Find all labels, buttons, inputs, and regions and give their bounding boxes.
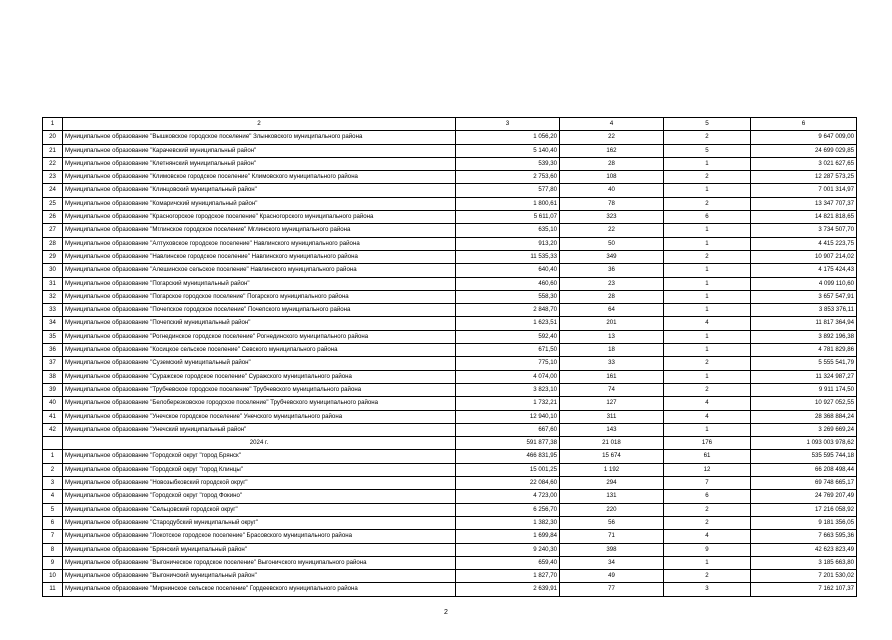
- table-row: [43, 131, 857, 144]
- row-col3-cell: 577,80: [456, 184, 560, 197]
- row-index-cell: 4: [43, 490, 63, 503]
- row-col5-cell: 2: [664, 197, 751, 210]
- col-number-1: 1: [43, 118, 63, 131]
- row-col3-cell: 659,40: [456, 556, 560, 569]
- row-col3-cell: 1 732,21: [456, 397, 560, 410]
- row-col4-cell: 220: [560, 503, 664, 516]
- row-col5-cell: 4: [664, 397, 751, 410]
- row-name-cell: Муниципальное образование "Городской округ "город Клинцы": [63, 463, 456, 476]
- row-col6-cell: 9 911 174,50: [751, 383, 857, 396]
- row-name-cell: Муниципальное образование "Сельцовский городской округ": [63, 503, 456, 516]
- row-col4-cell: 13: [560, 330, 664, 343]
- row-col6-cell: 7 201 530,02: [751, 570, 857, 583]
- row-name-cell: Муниципальное образование "Вышковское городское поселение" Злынковского муниципального района: [63, 131, 456, 144]
- row-col5-cell: 1: [664, 237, 751, 250]
- row-col5-cell: 9: [664, 543, 751, 556]
- row-col6-cell: 17 216 058,92: [751, 503, 857, 516]
- row-name-cell: Муниципальное образование "Погарский муниципальный район": [63, 277, 456, 290]
- row-name-cell: Муниципальное образование "Алешинское сельское поселение" Навлинского муниципального района: [63, 264, 456, 277]
- row-col4-cell: 36: [560, 264, 664, 277]
- row-col4-cell: 161: [560, 370, 664, 383]
- row-col5-cell: 1: [664, 277, 751, 290]
- row-index-cell: 24: [43, 184, 63, 197]
- row-col6-cell: 3 185 663,80: [751, 556, 857, 569]
- row-col3-cell: 558,30: [456, 290, 560, 303]
- year-summary-col5: 176: [664, 437, 751, 450]
- row-col4-cell: 22: [560, 131, 664, 144]
- table-row: [43, 383, 857, 396]
- row-col3-cell: 1 827,70: [456, 570, 560, 583]
- row-name-cell: Муниципальное образование "Почепское городское поселение" Почепского муниципального района: [63, 304, 456, 317]
- table-row: [43, 304, 857, 317]
- row-col6-cell: 42 623 823,49: [751, 543, 857, 556]
- row-name-cell: Муниципальное образование "Унечский муниципальный район": [63, 423, 456, 436]
- table-row: [43, 144, 857, 157]
- row-col3-cell: 22 084,60: [456, 477, 560, 490]
- row-col5-cell: 4: [664, 530, 751, 543]
- row-name-cell: Муниципальное образование "Городской округ "город Брянск": [63, 450, 456, 463]
- row-col5-cell: 1: [664, 264, 751, 277]
- row-index-cell: 41: [43, 410, 63, 423]
- table-row: [43, 503, 857, 516]
- table-row: [43, 171, 857, 184]
- row-col4-cell: 127: [560, 397, 664, 410]
- row-index-cell: 28: [43, 237, 63, 250]
- row-col5-cell: 4: [664, 317, 751, 330]
- row-col3-cell: 539,30: [456, 157, 560, 170]
- row-col6-cell: 4 099 110,60: [751, 277, 857, 290]
- column-number-row: [43, 118, 857, 131]
- row-col4-cell: 40: [560, 184, 664, 197]
- row-col4-cell: 23: [560, 277, 664, 290]
- row-col4-cell: 74: [560, 383, 664, 396]
- row-col4-cell: 33: [560, 357, 664, 370]
- row-index-cell: 37: [43, 357, 63, 370]
- row-index-cell: 21: [43, 144, 63, 157]
- row-name-cell: Муниципальное образование "Погарское городское поселение" Погарского муниципального района: [63, 290, 456, 303]
- row-name-cell: Муниципальное образование "Навлинское городское поселение" Навлинского муниципального района: [63, 250, 456, 263]
- row-name-cell: Муниципальное образование "Алтуховское городское поселение" Навлинского муниципального района: [63, 237, 456, 250]
- row-col4-cell: 349: [560, 250, 664, 263]
- table-row: [43, 450, 857, 463]
- row-col4-cell: 56: [560, 516, 664, 529]
- row-col4-cell: 28: [560, 157, 664, 170]
- row-index-cell: 22: [43, 157, 63, 170]
- row-col5-cell: 1: [664, 423, 751, 436]
- row-col6-cell: 10 907 214,02: [751, 250, 857, 263]
- row-col6-cell: 12 287 573,25: [751, 171, 857, 184]
- row-col5-cell: 1: [664, 224, 751, 237]
- row-col5-cell: 1: [664, 157, 751, 170]
- row-col3-cell: 913,20: [456, 237, 560, 250]
- row-col4-cell: 143: [560, 423, 664, 436]
- row-col5-cell: 1: [664, 290, 751, 303]
- row-col6-cell: 3 269 669,24: [751, 423, 857, 436]
- row-col6-cell: 3 853 376,11: [751, 304, 857, 317]
- row-col4-cell: 201: [560, 317, 664, 330]
- row-name-cell: Муниципальное образование "Клинцовский муниципальный район": [63, 184, 456, 197]
- row-col3-cell: 2 753,60: [456, 171, 560, 184]
- table-row: [43, 516, 857, 529]
- table-row: [43, 197, 857, 210]
- row-index-cell: 7: [43, 530, 63, 543]
- row-col6-cell: 3 734 507,70: [751, 224, 857, 237]
- row-index-cell: 33: [43, 304, 63, 317]
- table-row: [43, 556, 857, 569]
- row-col4-cell: 71: [560, 530, 664, 543]
- row-index-cell: 38: [43, 370, 63, 383]
- row-col4-cell: 294: [560, 477, 664, 490]
- row-col6-cell: 24 769 207,49: [751, 490, 857, 503]
- table-row: [43, 463, 857, 476]
- row-index-cell: 9: [43, 556, 63, 569]
- col-number-4: 4: [560, 118, 664, 131]
- year-summary-col3: 591 877,38: [456, 437, 560, 450]
- table-row: [43, 357, 857, 370]
- row-index-cell: 36: [43, 344, 63, 357]
- row-col3-cell: 667,60: [456, 423, 560, 436]
- row-name-cell: Муниципальное образование "Рогнединское городское поселение" Рогнединского муниципального района: [63, 330, 456, 343]
- row-col3-cell: 5 140,40: [456, 144, 560, 157]
- row-col4-cell: 50: [560, 237, 664, 250]
- table-row: [43, 570, 857, 583]
- row-col5-cell: 1: [664, 344, 751, 357]
- row-index-cell: 35: [43, 330, 63, 343]
- row-col5-cell: 2: [664, 171, 751, 184]
- table-row: [43, 490, 857, 503]
- row-col5-cell: 5: [664, 144, 751, 157]
- row-index-cell: 34: [43, 317, 63, 330]
- col-number-6: 6: [751, 118, 857, 131]
- row-col5-cell: 6: [664, 490, 751, 503]
- row-index-cell: 42: [43, 423, 63, 436]
- row-name-cell: Муниципальное образование "Мглинское городское поселение" Мглинского муниципального района: [63, 224, 456, 237]
- row-name-cell: Муниципальное образование "Унечское городское поселение" Унечского муниципального района: [63, 410, 456, 423]
- row-name-cell: Муниципальное образование "Локотское городское поселение" Брасовского муниципального района: [63, 530, 456, 543]
- row-name-cell: Муниципальное образование "Выгоничский муниципальный район": [63, 570, 456, 583]
- row-col5-cell: 4: [664, 410, 751, 423]
- row-col3-cell: 2 639,91: [456, 583, 560, 596]
- row-col5-cell: 1: [664, 184, 751, 197]
- table-row: [43, 237, 857, 250]
- row-col4-cell: 18: [560, 344, 664, 357]
- row-col5-cell: 2: [664, 357, 751, 370]
- row-index-cell: 30: [43, 264, 63, 277]
- row-col3-cell: 1 056,20: [456, 131, 560, 144]
- row-col5-cell: 1: [664, 556, 751, 569]
- row-col4-cell: 398: [560, 543, 664, 556]
- row-col3-cell: 635,10: [456, 224, 560, 237]
- table-row: [43, 410, 857, 423]
- row-col3-cell: 12 940,10: [456, 410, 560, 423]
- row-col6-cell: 9 181 356,05: [751, 516, 857, 529]
- row-col5-cell: 2: [664, 383, 751, 396]
- row-name-cell: Муниципальное образование "Суземский муниципальный район": [63, 357, 456, 370]
- row-col3-cell: 1 699,84: [456, 530, 560, 543]
- table-row: [43, 290, 857, 303]
- row-col6-cell: 69 748 665,17: [751, 477, 857, 490]
- row-name-cell: Муниципальное образование "Белоберезковское городское поселение" Трубчевского муниципального района: [63, 397, 456, 410]
- row-col5-cell: 2: [664, 570, 751, 583]
- row-index-cell: 10: [43, 570, 63, 583]
- row-index-cell: 11: [43, 583, 63, 596]
- row-name-cell: Муниципальное образование "Комаричский муниципальный район": [63, 197, 456, 210]
- row-name-cell: Муниципальное образование "Городской округ "город Фокино": [63, 490, 456, 503]
- row-col6-cell: 535 595 744,18: [751, 450, 857, 463]
- row-col6-cell: 11 324 987,27: [751, 370, 857, 383]
- row-col3-cell: 1 382,30: [456, 516, 560, 529]
- page-number: 2: [444, 609, 448, 616]
- row-name-cell: Муниципальное образование "Почепский муниципальный район": [63, 317, 456, 330]
- table-row: [43, 184, 857, 197]
- row-col6-cell: 3 021 627,65: [751, 157, 857, 170]
- row-col4-cell: 77: [560, 583, 664, 596]
- row-col5-cell: 3: [664, 583, 751, 596]
- table-row: [43, 277, 857, 290]
- row-col5-cell: 6: [664, 211, 751, 224]
- row-name-cell: Муниципальное образование "Стародубский муниципальный округ": [63, 516, 456, 529]
- row-col6-cell: 13 347 707,37: [751, 197, 857, 210]
- row-col4-cell: 34: [560, 556, 664, 569]
- row-col6-cell: 10 927 052,55: [751, 397, 857, 410]
- row-col5-cell: 1: [664, 304, 751, 317]
- year-summary-blank-cell: [43, 437, 63, 450]
- row-col3-cell: 3 823,10: [456, 383, 560, 396]
- table-row: [43, 583, 857, 596]
- row-col6-cell: 7 162 107,37: [751, 583, 857, 596]
- table-row: [43, 370, 857, 383]
- row-col4-cell: 28: [560, 290, 664, 303]
- row-col4-cell: 15 674: [560, 450, 664, 463]
- table-row: [43, 317, 857, 330]
- row-index-cell: 40: [43, 397, 63, 410]
- row-col4-cell: 49: [560, 570, 664, 583]
- row-index-cell: 6: [43, 516, 63, 529]
- row-col5-cell: 1: [664, 330, 751, 343]
- row-index-cell: 39: [43, 383, 63, 396]
- year-summary-row: [43, 437, 857, 450]
- row-col4-cell: 64: [560, 304, 664, 317]
- row-col4-cell: 311: [560, 410, 664, 423]
- row-index-cell: 32: [43, 290, 63, 303]
- table-row: [43, 157, 857, 170]
- row-col5-cell: 61: [664, 450, 751, 463]
- row-col3-cell: 466 831,95: [456, 450, 560, 463]
- row-col4-cell: 1 192: [560, 463, 664, 476]
- table-row: [43, 250, 857, 263]
- col-number-5: 5: [664, 118, 751, 131]
- row-col6-cell: 4 415 223,75: [751, 237, 857, 250]
- row-col6-cell: 4 781 829,86: [751, 344, 857, 357]
- year-summary-col4: 21 018: [560, 437, 664, 450]
- row-col3-cell: 640,40: [456, 264, 560, 277]
- row-col3-cell: 4 074,00: [456, 370, 560, 383]
- row-col5-cell: 12: [664, 463, 751, 476]
- row-col5-cell: 2: [664, 516, 751, 529]
- row-index-cell: 29: [43, 250, 63, 263]
- row-col3-cell: 2 848,70: [456, 304, 560, 317]
- row-name-cell: Муниципальное образование "Косицкое сельское поселение" Севского муниципального района: [63, 344, 456, 357]
- row-col3-cell: 592,40: [456, 330, 560, 343]
- row-name-cell: Муниципальное образование "Климовское городское поселение" Климовского муниципального района: [63, 171, 456, 184]
- row-col3-cell: 671,50: [456, 344, 560, 357]
- row-col6-cell: 9 647 009,00: [751, 131, 857, 144]
- row-col4-cell: 162: [560, 144, 664, 157]
- table-row: [43, 530, 857, 543]
- row-col6-cell: 7 001 314,97: [751, 184, 857, 197]
- row-col6-cell: 5 555 541,79: [751, 357, 857, 370]
- table-row: [43, 211, 857, 224]
- row-index-cell: 8: [43, 543, 63, 556]
- row-col5-cell: 1: [664, 370, 751, 383]
- row-index-cell: 25: [43, 197, 63, 210]
- table-row: [43, 543, 857, 556]
- row-col5-cell: 7: [664, 477, 751, 490]
- row-col5-cell: 2: [664, 131, 751, 144]
- row-col6-cell: 3 657 547,91: [751, 290, 857, 303]
- row-col6-cell: 4 175 424,43: [751, 264, 857, 277]
- row-col3-cell: 6 256,70: [456, 503, 560, 516]
- row-index-cell: 23: [43, 171, 63, 184]
- year-summary-label: 2024 г.: [63, 437, 456, 450]
- table-row: [43, 423, 857, 436]
- row-col4-cell: 108: [560, 171, 664, 184]
- row-col4-cell: 22: [560, 224, 664, 237]
- row-col3-cell: 775,10: [456, 357, 560, 370]
- row-col5-cell: 2: [664, 250, 751, 263]
- row-name-cell: Муниципальное образование "Новозыбковский городской округ": [63, 477, 456, 490]
- table-row: [43, 264, 857, 277]
- row-col4-cell: 131: [560, 490, 664, 503]
- row-name-cell: Муниципальное образование "Красногорское городское поселение" Красногорского муниципального района: [63, 211, 456, 224]
- col-number-2: 2: [63, 118, 456, 131]
- row-col4-cell: 78: [560, 197, 664, 210]
- row-name-cell: Муниципальное образование "Карачевский муниципальный район": [63, 144, 456, 157]
- table-row: [43, 397, 857, 410]
- row-index-cell: 3: [43, 477, 63, 490]
- data-table: [42, 117, 857, 597]
- row-index-cell: 31: [43, 277, 63, 290]
- row-col3-cell: 5 611,07: [456, 211, 560, 224]
- row-name-cell: Муниципальное образование "Мирнинское сельское поселение" Гордеевского муниципального района: [63, 583, 456, 596]
- row-col6-cell: 28 368 884,24: [751, 410, 857, 423]
- row-col3-cell: 4 723,00: [456, 490, 560, 503]
- row-col3-cell: 9 240,30: [456, 543, 560, 556]
- row-index-cell: 2: [43, 463, 63, 476]
- row-col3-cell: 1 800,61: [456, 197, 560, 210]
- col-number-3: 3: [456, 118, 560, 131]
- table-body: [43, 118, 857, 597]
- row-col6-cell: 11 817 364,94: [751, 317, 857, 330]
- row-col3-cell: 15 001,25: [456, 463, 560, 476]
- row-col5-cell: 2: [664, 503, 751, 516]
- row-index-cell: 20: [43, 131, 63, 144]
- row-name-cell: Муниципальное образование "Трубчевское городское поселение" Трубчевского муниципального района: [63, 383, 456, 396]
- row-index-cell: 26: [43, 211, 63, 224]
- table-row: [43, 330, 857, 343]
- row-col6-cell: 66 208 498,44: [751, 463, 857, 476]
- row-col6-cell: 3 892 196,38: [751, 330, 857, 343]
- table-row: [43, 477, 857, 490]
- row-col6-cell: 14 821 818,65: [751, 211, 857, 224]
- row-index-cell: 1: [43, 450, 63, 463]
- row-col6-cell: 24 699 029,85: [751, 144, 857, 157]
- table-row: [43, 344, 857, 357]
- row-name-cell: Муниципальное образование "Выгоническое городское поселение" Выгоничского муниципального района: [63, 556, 456, 569]
- row-name-cell: Муниципальное образование "Клетнянский муниципальный район": [63, 157, 456, 170]
- row-col4-cell: 323: [560, 211, 664, 224]
- row-col3-cell: 460,60: [456, 277, 560, 290]
- year-summary-col6: 1 093 003 978,62: [751, 437, 857, 450]
- row-name-cell: Муниципальное образование "Суражское городское поселение" Суражского муниципального района: [63, 370, 456, 383]
- table-row: [43, 224, 857, 237]
- row-name-cell: Муниципальное образование "Брянский муниципальный район": [63, 543, 456, 556]
- row-index-cell: 27: [43, 224, 63, 237]
- row-col3-cell: 1 623,51: [456, 317, 560, 330]
- row-col3-cell: 11 535,33: [456, 250, 560, 263]
- row-index-cell: 5: [43, 503, 63, 516]
- row-col6-cell: 7 663 595,36: [751, 530, 857, 543]
